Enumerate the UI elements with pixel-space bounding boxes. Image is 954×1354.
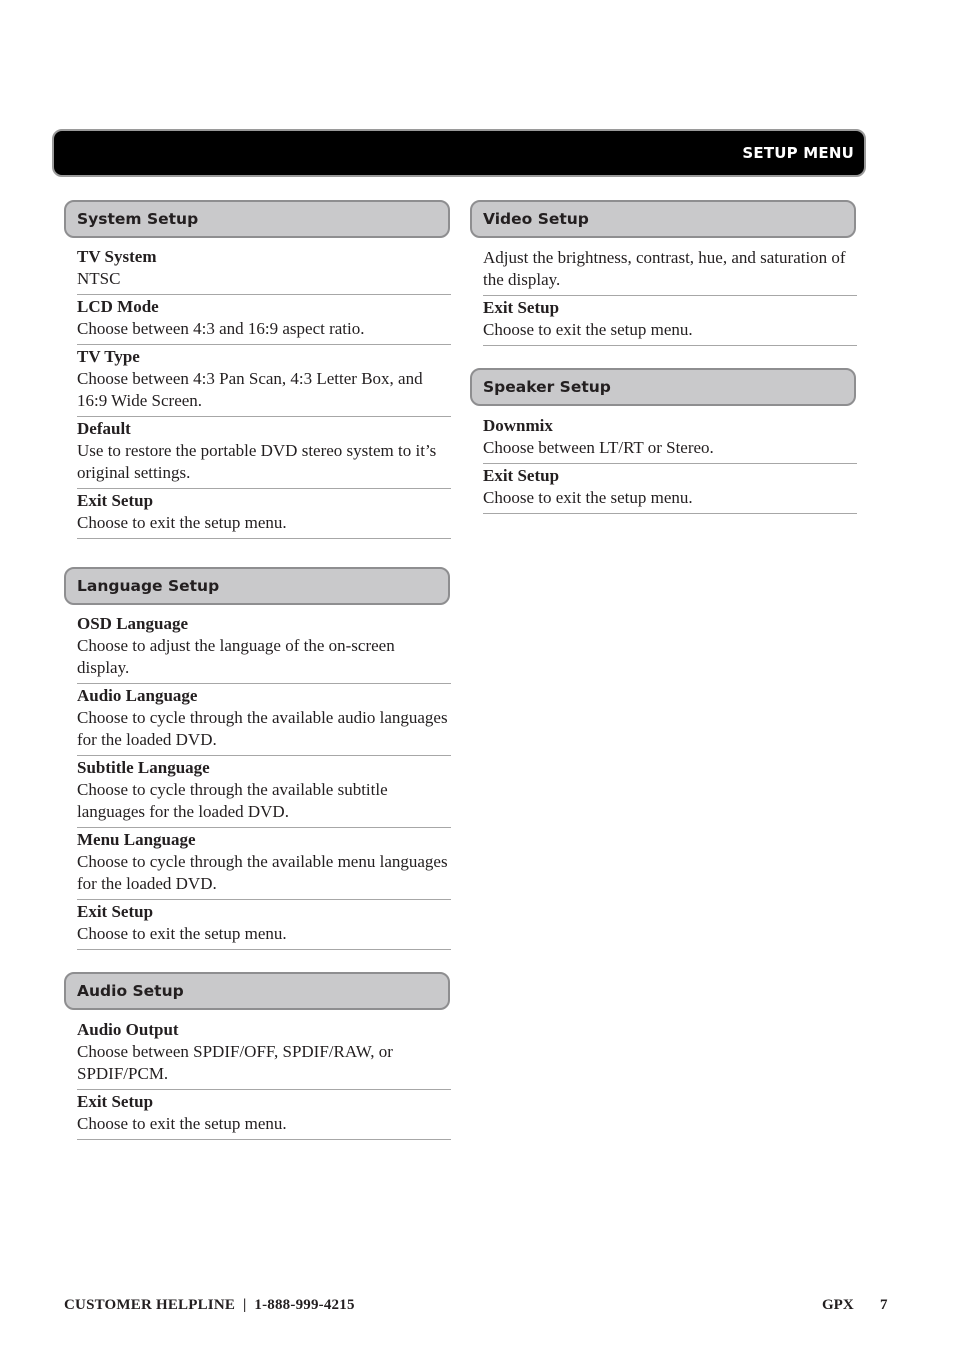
- entry-title: OSD Language: [77, 614, 188, 633]
- entry-title: Audio Output: [77, 1020, 179, 1039]
- entry-desc: Choose to exit the setup menu.: [483, 488, 693, 507]
- system-entry-exit-setup: [77, 490, 451, 539]
- entry-desc: Choose to exit the setup menu.: [77, 1114, 287, 1133]
- entry-desc: NTSC: [77, 269, 121, 288]
- video-entry-intro: [483, 247, 857, 296]
- entry-desc: Choose to cycle through the available audio languages for the loaded DVD.: [77, 708, 448, 749]
- entry-desc: Choose between LT/RT or Stereo.: [483, 438, 714, 457]
- entry-desc: Choose to exit the setup menu.: [77, 924, 287, 943]
- entry-desc: Choose between 4:3 Pan Scan, 4:3 Letter Box, and 16:9 Wide Screen.: [77, 369, 423, 410]
- system-entry-lcd-mode: [77, 296, 451, 345]
- system-setup-header: [64, 200, 450, 238]
- audio-entry-output: [77, 1019, 451, 1090]
- entry-desc: Adjust the brightness, contrast, hue, and saturation of the display.: [483, 248, 846, 289]
- speaker-setup-title: Speaker Setup: [483, 378, 611, 396]
- entry-desc: Choose to exit the setup menu.: [77, 513, 287, 532]
- entry-title: Subtitle Language: [77, 758, 210, 777]
- language-entry-subtitle: [77, 757, 451, 828]
- entry-title: Exit Setup: [77, 902, 154, 921]
- speaker-entry-exit-setup: [483, 465, 857, 514]
- video-entry-exit-setup: [483, 297, 857, 346]
- entry-title: TV System: [77, 247, 157, 266]
- entry-desc: Choose to cycle through the available subtitle languages for the loaded DVD.: [77, 780, 388, 821]
- entry-title: Default: [77, 419, 131, 438]
- page-banner: [52, 129, 866, 177]
- video-setup-header: [470, 200, 856, 238]
- footer-helpline: CUSTOMER HELPLINE | 1-888-999-4215: [64, 1297, 355, 1313]
- entry-desc: Choose to adjust the language of the on-screen display.: [77, 636, 395, 677]
- banner-title: SETUP MENU: [742, 144, 854, 162]
- entry-desc: Choose between SPDIF/OFF, SPDIF/RAW, or SPDIF/PCM.: [77, 1042, 393, 1083]
- language-setup-title: Language Setup: [77, 577, 220, 595]
- system-setup-title: System Setup: [77, 210, 199, 228]
- entry-desc: Choose to cycle through the available menu languages for the loaded DVD.: [77, 852, 448, 893]
- entry-title: Exit Setup: [483, 466, 560, 485]
- audio-setup-header: [64, 972, 450, 1010]
- page-number: 7: [880, 1297, 888, 1313]
- video-setup-title: Video Setup: [483, 210, 589, 228]
- language-entry-audio: [77, 685, 451, 756]
- system-entry-default: [77, 418, 451, 489]
- language-setup-header: [64, 567, 450, 605]
- system-entry-tv-system: [77, 246, 451, 295]
- speaker-entry-downmix: [483, 415, 857, 464]
- entry-title: Exit Setup: [483, 298, 560, 317]
- entry-desc: Choose between 4:3 and 16:9 aspect ratio.: [77, 319, 365, 338]
- entry-title: Menu Language: [77, 830, 196, 849]
- entry-title: LCD Mode: [77, 297, 159, 316]
- entry-title: TV Type: [77, 347, 140, 366]
- entry-title: Exit Setup: [77, 1092, 154, 1111]
- entry-title: Exit Setup: [77, 491, 154, 510]
- speaker-setup-header: [470, 368, 856, 406]
- footer-brand: GPX: [822, 1297, 854, 1313]
- audio-entry-exit-setup: [77, 1091, 451, 1140]
- entry-title: Downmix: [483, 416, 553, 435]
- language-entry-exit-setup: [77, 901, 451, 950]
- audio-setup-title: Audio Setup: [77, 982, 184, 1000]
- entry-desc: Choose to exit the setup menu.: [483, 320, 693, 339]
- language-entry-osd: [77, 613, 451, 684]
- entry-desc: Use to restore the portable DVD stereo system to it’s original settings.: [77, 441, 437, 482]
- language-entry-menu: [77, 829, 451, 900]
- entry-title: Audio Language: [77, 686, 198, 705]
- system-entry-tv-type: [77, 346, 451, 417]
